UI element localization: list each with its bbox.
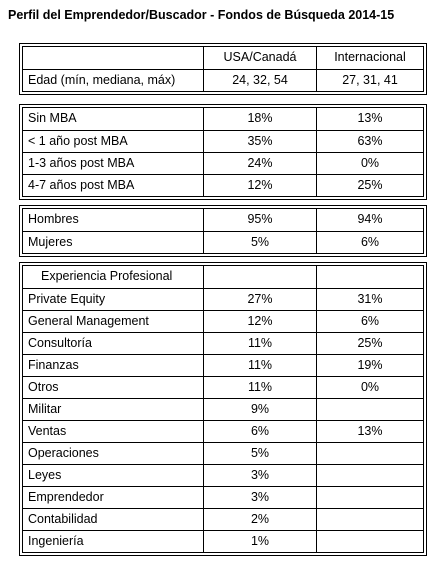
- row-usa: 11%: [204, 355, 317, 376]
- row-label: Hombres: [23, 209, 204, 231]
- table-row: [23, 530, 423, 552]
- row-label: Mujeres: [23, 232, 204, 253]
- row-usa: 2%: [204, 509, 317, 530]
- row-intl: 25%: [357, 336, 383, 350]
- page-title: Perfil del Emprendedor/Buscador - Fondos de Búsqueda 2014-15: [8, 8, 395, 22]
- row-intl: 31%: [357, 292, 383, 306]
- row-label: Private Equity: [23, 289, 204, 310]
- row-intl: 13%: [357, 424, 383, 438]
- row-intl: [317, 487, 423, 508]
- table-row: [23, 376, 423, 398]
- age-intl: 27, 31, 41: [342, 73, 398, 87]
- row-label: Contabilidad: [23, 509, 204, 530]
- table-row: [23, 442, 423, 464]
- heading-empty-intl: [317, 266, 423, 288]
- row-label: Emprendedor: [23, 487, 204, 508]
- age-row: [23, 69, 423, 91]
- row-usa: 11%: [204, 333, 317, 354]
- table-row: [23, 174, 423, 196]
- row-usa: 18%: [204, 108, 317, 130]
- row-intl: 94%: [357, 212, 383, 226]
- table-row: [23, 354, 423, 376]
- table-row: [23, 508, 423, 530]
- table-row: [23, 288, 423, 310]
- row-usa: 12%: [204, 175, 317, 196]
- table-row: [23, 152, 423, 174]
- table-row: [23, 486, 423, 508]
- table-row: [23, 310, 423, 332]
- table-row: [23, 332, 423, 354]
- row-intl: 0%: [360, 156, 380, 170]
- row-label: Operaciones: [23, 443, 204, 464]
- row-usa: 5%: [204, 443, 317, 464]
- row-usa: 6%: [204, 421, 317, 442]
- row-usa: 24%: [204, 153, 317, 174]
- age-usa: 24, 32, 54: [204, 70, 317, 91]
- row-usa: 3%: [204, 465, 317, 486]
- row-intl: 13%: [357, 111, 383, 125]
- row-intl: 0%: [360, 380, 380, 394]
- row-label: 4-7 años post MBA: [23, 175, 204, 196]
- row-label: Militar: [23, 399, 204, 420]
- table-row: [23, 130, 423, 152]
- table-row: [23, 209, 423, 231]
- row-intl: [317, 465, 423, 486]
- row-intl: [317, 443, 423, 464]
- header-cell-empty: [23, 47, 204, 69]
- row-label: Ingeniería: [23, 531, 204, 552]
- table-row: [23, 231, 423, 253]
- row-usa: 35%: [204, 131, 317, 152]
- row-label: Sin MBA: [23, 108, 204, 130]
- header-cell-intl: Internacional: [334, 50, 406, 64]
- row-label: Ventas: [23, 421, 204, 442]
- table-row: [23, 420, 423, 442]
- row-usa: 1%: [204, 531, 317, 552]
- row-label: General Management: [23, 311, 204, 332]
- row-intl: [317, 509, 423, 530]
- header-row: [23, 47, 423, 69]
- table-row: [23, 398, 423, 420]
- header-cell-usa: USA/Canadá: [204, 47, 317, 69]
- row-intl: [317, 531, 423, 552]
- row-label: Otros: [23, 377, 204, 398]
- row-intl: [317, 399, 423, 420]
- row-intl: 6%: [360, 314, 380, 328]
- row-label: < 1 año post MBA: [23, 131, 204, 152]
- table-row: [23, 108, 423, 130]
- row-usa: 11%: [204, 377, 317, 398]
- row-usa: 5%: [204, 232, 317, 253]
- experience-table: [19, 262, 427, 556]
- row-intl: 63%: [357, 134, 383, 148]
- experience-heading: Experiencia Profesional: [23, 266, 204, 288]
- row-usa: 27%: [204, 289, 317, 310]
- row-label: Leyes: [23, 465, 204, 486]
- gender-table: [19, 205, 427, 257]
- row-label: Finanzas: [23, 355, 204, 376]
- age-label: Edad (mín, mediana, máx): [23, 70, 204, 91]
- header-table: [19, 43, 427, 95]
- row-usa: 95%: [204, 209, 317, 231]
- row-intl: 25%: [357, 178, 383, 192]
- row-intl: 6%: [360, 235, 380, 249]
- mba-table: [19, 104, 427, 200]
- row-label: 1-3 años post MBA: [23, 153, 204, 174]
- row-intl: 19%: [357, 358, 383, 372]
- row-usa: 12%: [204, 311, 317, 332]
- experience-heading-row: [23, 266, 423, 288]
- table-row: [23, 464, 423, 486]
- row-usa: 9%: [204, 399, 317, 420]
- row-usa: 3%: [204, 487, 317, 508]
- row-label: Consultoría: [23, 333, 204, 354]
- heading-empty-usa: [204, 266, 317, 288]
